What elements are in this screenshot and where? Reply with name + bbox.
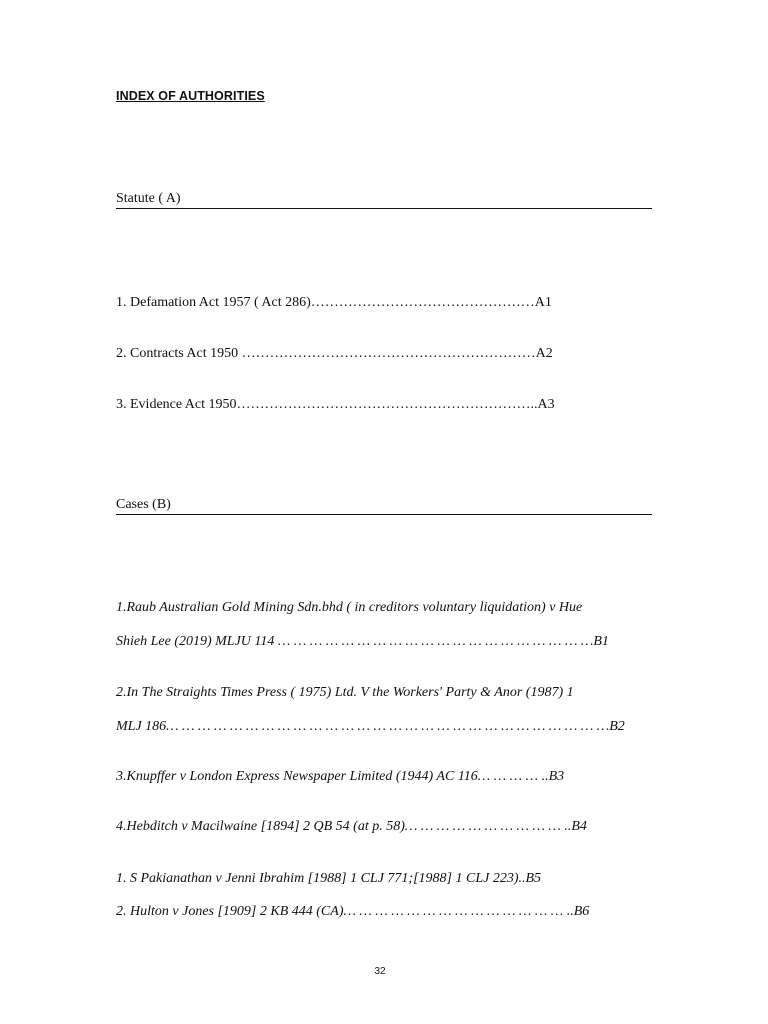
- case-entry-2-line-1: 2.In The Straights Times Press ( 1975) Ltd. V the Workers' Party & Anor (1987) 1: [116, 685, 574, 700]
- case-entry-3: 3.Knupffer v London Express Newspaper Limited (1944) AC 116… … … … ..B3: [116, 769, 565, 784]
- statute-entry-1: 1. Defamation Act 1957 ( Act 286)…………………………………………A1: [116, 295, 552, 310]
- case-entry-6: 2. Hulton v Jones [1909] 2 KB 444 (CA)… … … … … … … … … … … … … … ..B6: [116, 904, 590, 919]
- page-number: 32: [374, 966, 386, 977]
- statute-heading: Statute ( A): [116, 191, 652, 209]
- page-title: INDEX OF AUTHORITIES: [116, 89, 265, 103]
- case-entry-1-line-1: 1.Raub Australian Gold Mining Sdn.bhd ( in creditors voluntary liquidation) v Hue: [116, 600, 583, 615]
- statute-entry-2: 2. Contracts Act 1950 ………………………………………………………A2: [116, 346, 553, 361]
- case-entry-4: 4.Hebditch v Macilwaine [1894] 2 QB 54 (at p. 58)… … … … … … … … … … ..B4: [116, 819, 587, 834]
- case-entry-1-line-2: Shieh Lee (2019) MLJU 114 … … … … … … … … … … … … … … … … … … … …B1: [116, 634, 609, 649]
- statute-entry-3: 3. Evidence Act 1950………………………………………………………..A3: [116, 397, 555, 412]
- cases-heading: Cases (B): [116, 497, 652, 515]
- case-entry-2-line-2: MLJ 186… … … … … … … … … … … … … … … … … … … … … … … … … … … …B2: [116, 719, 625, 734]
- case-entry-5: 1. S Pakianathan v Jenni Ibrahim [1988] 1 CLJ 771;[1988] 1 CLJ 223)..B5: [116, 871, 542, 886]
